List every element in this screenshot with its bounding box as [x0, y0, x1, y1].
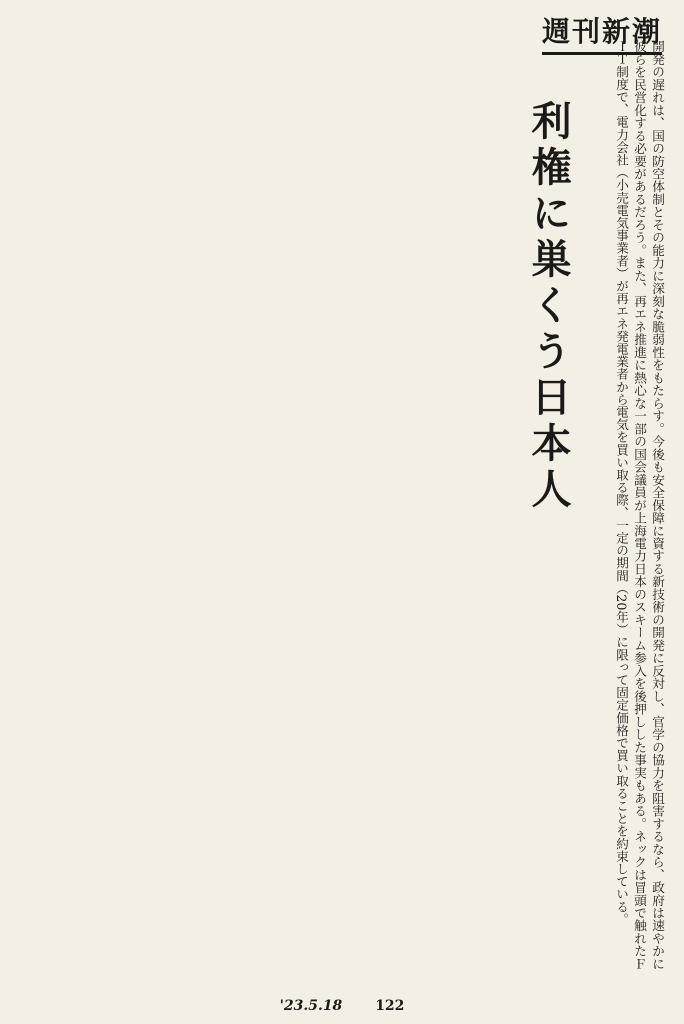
article-body: 開発の遅れは、国の防空体制とその能力に深刻な脆弱性をもたらす。今後も安全保障に資する新技術の開発に反対し、官学の協力を阻害するなら、政府は速やかに彼らを民営化する必要があるだろう。また、再エネ推進に熱心な一部の国会議員が上海電力日本のスキーム参入を後押しした事実もある。ネックは冒頭で触れたＦＩＴ制度で、電力会社（小売電気事業者）が再エネ発電業者から電気を買い取る際、一定の期間（20年）に限って固定価格で買い取ることを約束している。	[614, 40, 665, 970]
issue-date: '23.5.18	[279, 998, 343, 1014]
article-headline: 利権に巣くう日本人	[525, 100, 571, 514]
magazine-title: 週刊新潮	[542, 10, 662, 55]
page-number: 122	[375, 998, 405, 1014]
page-footer	[0, 998, 684, 1014]
